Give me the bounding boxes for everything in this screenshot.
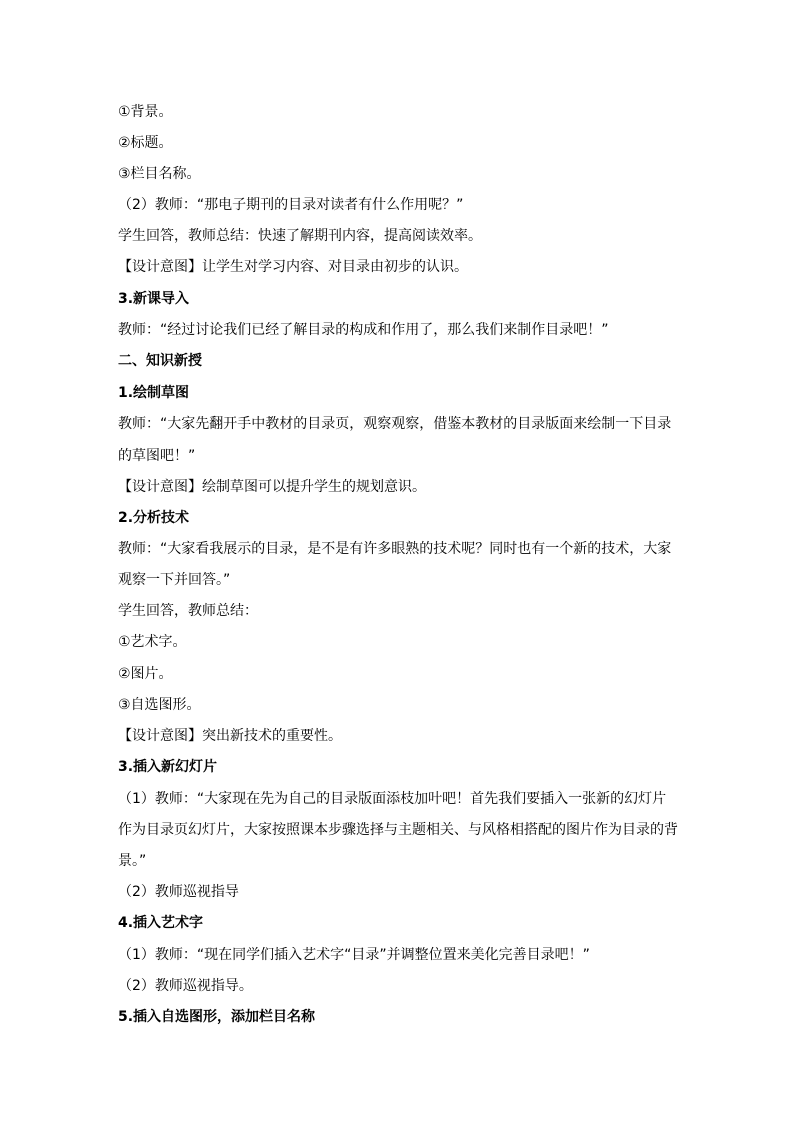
text-line: ②标题。	[118, 135, 173, 151]
text-line: （2）教师巡视指导	[118, 884, 239, 900]
text-line: 【设计意图】绘制草图可以提升学生的规划意识。	[118, 479, 426, 495]
text-line: （1）教师：“大家现在先为自己的目录版面添枝加叶吧！首先我们要插入一张新的幻灯片	[118, 791, 667, 807]
section-heading: 3.新课导入	[118, 291, 190, 307]
text-line: 景。”	[118, 853, 147, 869]
text-line: （2）教师巡视指导。	[118, 978, 253, 994]
section-heading: 1.绘制草图	[118, 385, 190, 401]
text-line: （1）教师：“现在同学们插入艺术字“目录”并调整位置来美化完善目录吧！”	[118, 947, 590, 963]
text-line: 学生回答，教师总结：	[118, 603, 258, 619]
section-heading: 2.分析技术	[118, 510, 190, 526]
text-line: 教师：“大家先翻开手中教材的目录页，观察观察，借鉴本教材的目录版面来绘制一下目录	[118, 416, 672, 432]
text-line: ③自选图形。	[118, 697, 201, 713]
text-line: 观察一下并回答。”	[118, 572, 231, 588]
section-heading: 5.插入自选图形，添加栏目名称	[118, 1009, 316, 1025]
text-line: 【设计意图】让学生对学习内容、对目录由初步的认识。	[118, 259, 468, 275]
section-heading: 二、知识新授	[118, 353, 202, 369]
section-heading: 3.插入新幻灯片	[118, 759, 218, 775]
text-line: 教师：“经过讨论我们已经了解目录的构成和作用了，那么我们来制作目录吧！”	[118, 322, 609, 338]
text-line: ①背景。	[118, 104, 173, 120]
text-line: ②图片。	[118, 666, 173, 682]
text-line: 的草图吧！”	[118, 448, 196, 464]
text-line: 【设计意图】突出新技术的重要性。	[118, 728, 342, 744]
text-line: ①艺术字。	[118, 634, 187, 650]
text-line: （2）教师：“那电子期刊的目录对读者有什么作用呢？”	[118, 197, 464, 213]
text-line: 作为目录页幻灯片，大家按照课本步骤选择与主题相关、与风格相搭配的图片作为目录的背	[118, 822, 678, 838]
text-line: ③栏目名称。	[118, 166, 201, 182]
section-heading: 4.插入艺术字	[118, 915, 204, 931]
text-line: 教师：“大家看我展示的目录，是不是有许多眼熟的技术呢？同时也有一个新的技术，大家	[118, 541, 672, 557]
text-line: 学生回答，教师总结：快速了解期刊内容，提高阅读效率。	[118, 228, 482, 244]
